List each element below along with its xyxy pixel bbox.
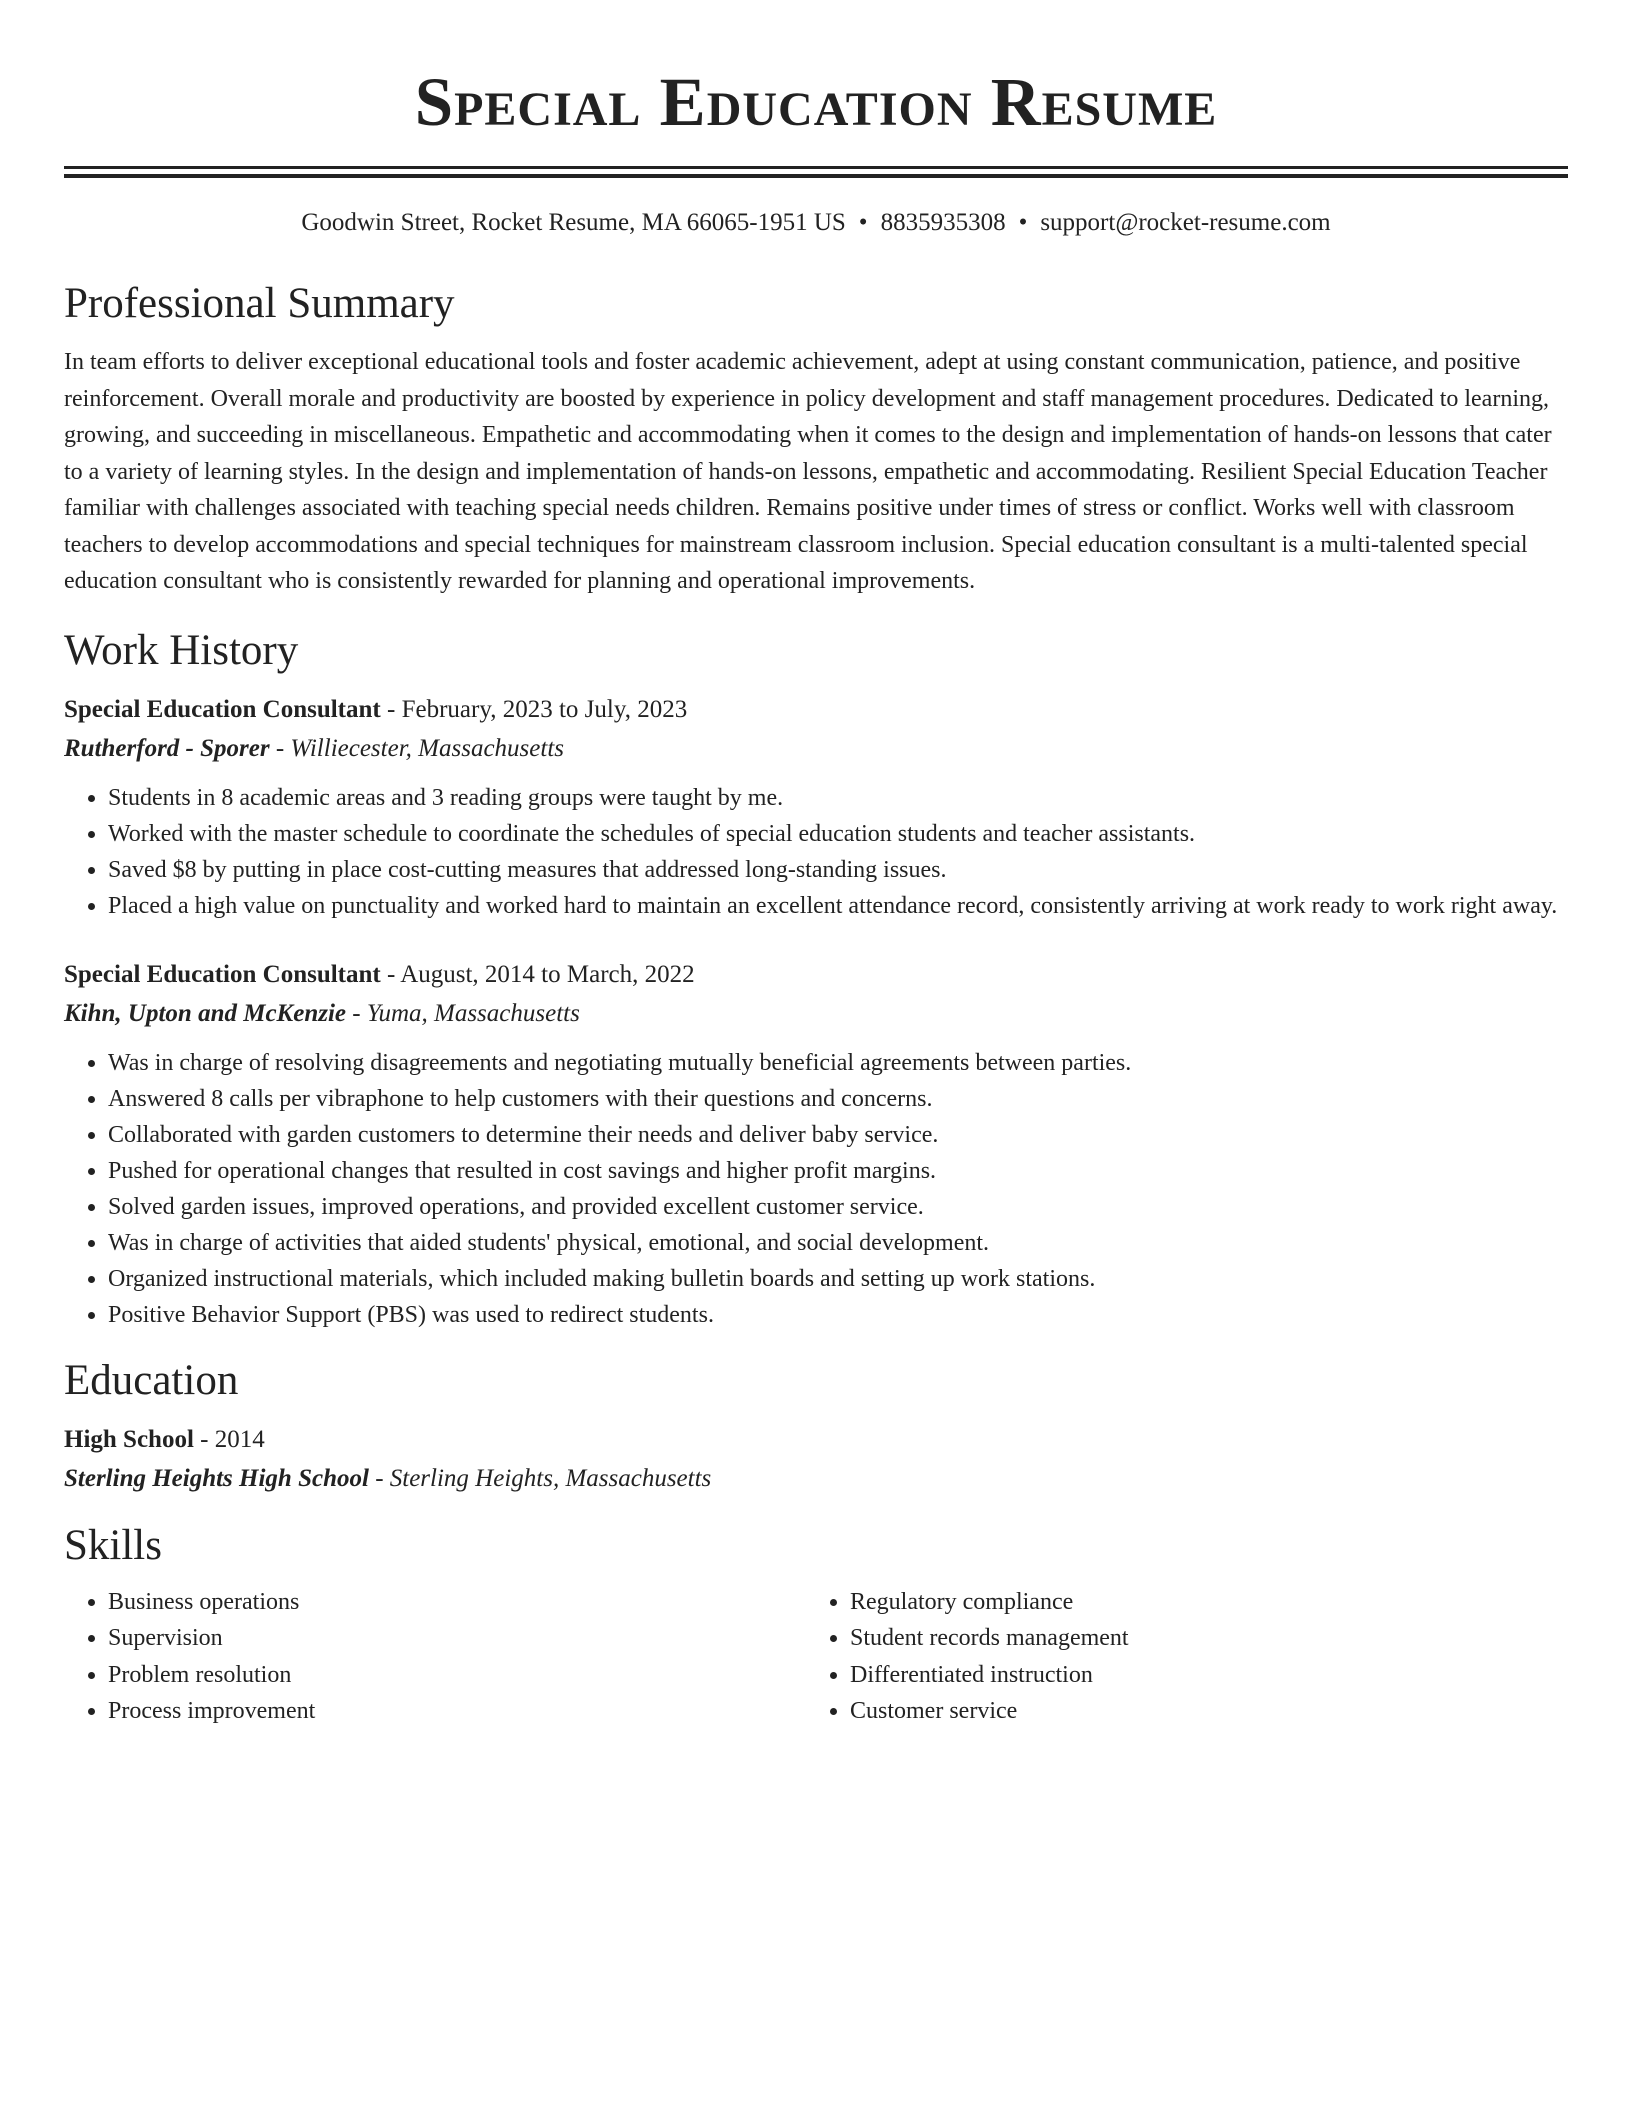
employer-name: Kihn, Upton and McKenzie bbox=[64, 999, 347, 1027]
job-bullet: • Placed a high value on punctuality and worked hard to maintain an excellent attendance record, consistently arriving at work ready to work right away. bbox=[108, 888, 1568, 924]
contact-separator: • bbox=[858, 209, 868, 236]
contact-address: Goodwin Street, Rocket Resume, MA 66065-1951 US bbox=[301, 209, 846, 236]
employer-location: - Williecester, Massachusetts bbox=[269, 734, 564, 762]
contact-phone: 8835935308 bbox=[880, 209, 1006, 236]
school-name: Sterling Heights High School bbox=[64, 1464, 369, 1492]
job-bullet: • Students in 8 academic areas and 3 reading groups were taught by me. bbox=[108, 780, 1568, 816]
skill-item: • Problem resolution bbox=[108, 1657, 806, 1694]
job-entry bbox=[64, 691, 1568, 924]
job-title-line bbox=[64, 691, 1568, 729]
employer-name: Rutherford - Sporer bbox=[64, 734, 270, 762]
job-bullet: • Pushed for operational changes that resulted in cost savings and higher profit margins. bbox=[108, 1153, 1568, 1189]
school-line bbox=[64, 1459, 1568, 1498]
skills-grid bbox=[64, 1584, 1568, 1730]
employer-line bbox=[64, 729, 1568, 768]
job-bullet: • Collaborated with garden customers to determine their needs and deliver baby service. bbox=[108, 1117, 1568, 1153]
skills-column-right bbox=[806, 1584, 1548, 1730]
job-dates: - August, 2014 to March, 2022 bbox=[380, 960, 695, 988]
title-double-rule bbox=[64, 166, 1568, 178]
resume-page bbox=[64, 0, 1568, 1730]
graduation-year: - 2014 bbox=[193, 1425, 265, 1453]
skills-column-left bbox=[64, 1584, 806, 1730]
job-bullet: • Was in charge of resolving disagreements and negotiating mutually beneficial agreements between parties. bbox=[108, 1045, 1568, 1081]
job-bullet: • Solved garden issues, improved operations, and provided excellent customer service. bbox=[108, 1189, 1568, 1225]
degree-line bbox=[64, 1421, 1568, 1459]
job-bullet: • Positive Behavior Support (PBS) was used to redirect students. bbox=[108, 1297, 1568, 1333]
skill-item: • Business operations bbox=[108, 1584, 806, 1621]
contact-line bbox=[64, 206, 1568, 240]
skill-item: • Differentiated instruction bbox=[850, 1657, 1548, 1694]
employer-location: - Yuma, Massachusetts bbox=[346, 999, 580, 1027]
skill-item: • Process improvement bbox=[108, 1693, 806, 1730]
job-entry bbox=[64, 956, 1568, 1333]
job-title-line bbox=[64, 956, 1568, 994]
job-dates: - February, 2023 to July, 2023 bbox=[380, 695, 688, 723]
job-bullet: • Worked with the master schedule to coordinate the schedules of special education students and teacher assistants. bbox=[108, 816, 1568, 852]
section-heading-work-history: Work History bbox=[64, 626, 299, 674]
job-bullet: • Organized instructional materials, which included making bulletin boards and setting up work stations. bbox=[108, 1261, 1568, 1297]
education-entry bbox=[64, 1421, 1568, 1498]
skill-item: • Regulatory compliance bbox=[850, 1584, 1548, 1621]
school-location: - Sterling Heights, Massachusetts bbox=[368, 1464, 712, 1492]
job-bullet: • Was in charge of activities that aided students' physical, emotional, and social development. bbox=[108, 1225, 1568, 1261]
job-title: Special Education Consultant bbox=[64, 695, 381, 723]
degree: High School bbox=[64, 1425, 194, 1453]
skill-item: • Supervision bbox=[108, 1620, 806, 1657]
section-heading-education: Education bbox=[64, 1356, 239, 1404]
job-bullet-list bbox=[64, 1045, 1568, 1333]
employer-line bbox=[64, 994, 1568, 1033]
contact-separator: • bbox=[1018, 209, 1028, 236]
section-heading-skills: Skills bbox=[64, 1521, 162, 1569]
job-bullet: • Answered 8 calls per vibraphone to help customers with their questions and concerns. bbox=[108, 1081, 1568, 1117]
document-title: Special Education Resume bbox=[414, 64, 1218, 140]
job-bullet-list bbox=[64, 780, 1568, 924]
skill-item: • Student records management bbox=[850, 1620, 1548, 1657]
skill-item: • Customer service bbox=[850, 1693, 1548, 1730]
summary-text: In team efforts to deliver exceptional educational tools and foster academic achievement, adept at using constant communication, patience, and positive reinforcement. Overall morale and productivity are boosted by experience in policy development and staff management procedures. Dedicated to learning, growing, and succeeding in miscellaneous. Empathetic and accommodating when it comes to the design and implementation of hands-on lessons that cater to a variety of learning styles. In the design and implementation of hands-on lessons, empathetic and accommodating. Resilient Special Education Teacher familiar with challenges associated with teaching special needs children. Remains positive under times of stress or conflict. Works well with classroom teachers to develop accommodations and special techniques for mainstream classroom inclusion. Special education consultant is a multi-talented special education consultant who is consistently rewarded for planning and operational improvements. bbox=[64, 349, 1552, 594]
contact-email: support@rocket-resume.com bbox=[1040, 209, 1331, 236]
job-title: Special Education Consultant bbox=[64, 960, 381, 988]
section-heading-summary: Professional Summary bbox=[64, 280, 455, 327]
job-bullet: • Saved $8 by putting in place cost-cutting measures that addressed long-standing issues. bbox=[108, 852, 1568, 888]
